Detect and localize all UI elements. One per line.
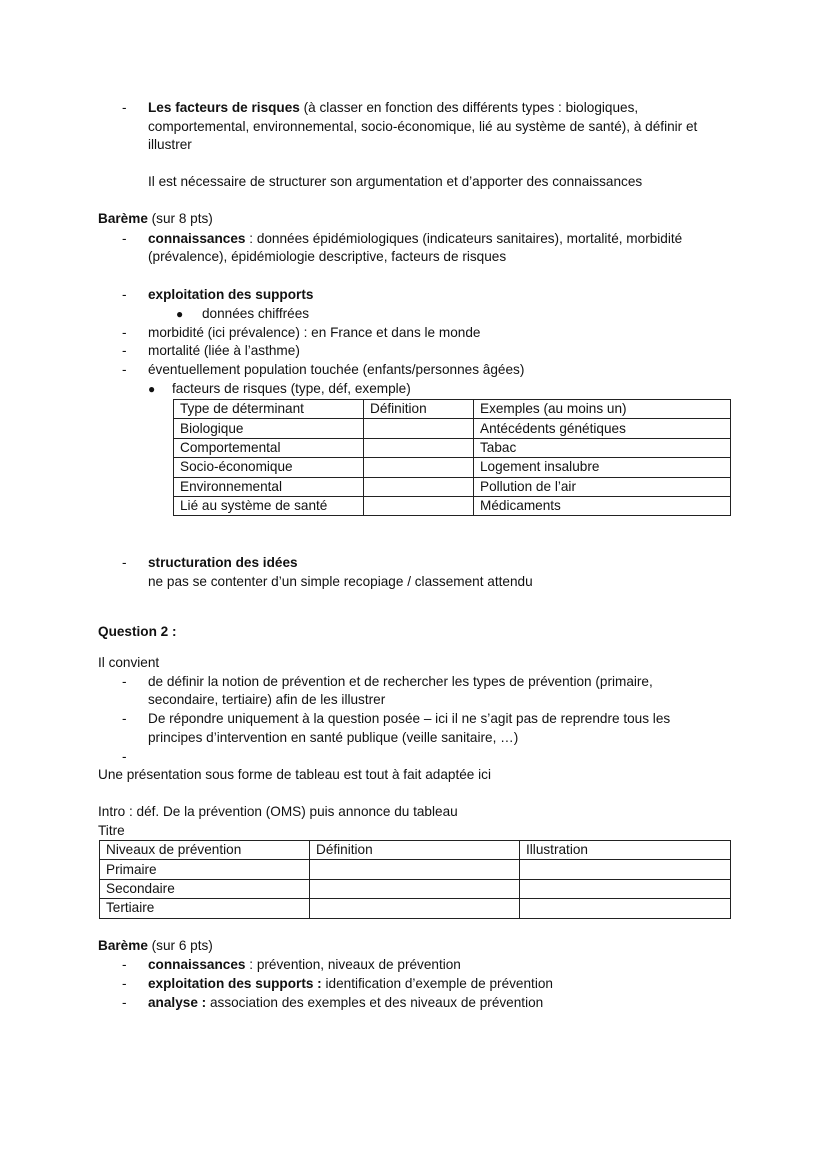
table-header-cell: Définition (310, 841, 520, 860)
table-cell (310, 879, 520, 898)
table-cell (364, 496, 474, 515)
bareme2-title (98, 938, 213, 953)
question2-title: Question 2 : (98, 624, 177, 639)
list-dash: - (122, 995, 127, 1010)
table-cell (520, 879, 731, 898)
question2-item2-line1: De répondre uniquement à la question posée – ici il ne s’agit pas de reprendre tous les (148, 711, 671, 726)
list-dash: - (122, 231, 127, 246)
bareme1-connaissances-rest: : données épidémiologiques (indicateurs sanitaires), mortalité, morbidité (245, 231, 683, 246)
list-dash: - (122, 343, 127, 358)
table-row (100, 899, 731, 918)
list-dash: - (122, 100, 127, 115)
list-dash: - (122, 976, 127, 991)
list-dash: - (122, 555, 127, 570)
table-cell (310, 860, 520, 879)
table-cell: Tertiaire (100, 899, 310, 918)
table-cell (520, 899, 731, 918)
bullet-icon: ● (148, 382, 156, 396)
question2-item2-line2: principes d’intervention en santé publique (veille sanitaire, …) (148, 730, 519, 745)
table-row (174, 496, 731, 515)
table-cell: Tabac (474, 438, 731, 457)
question2-presentation: Une présentation sous forme de tableau est tout à fait adaptée ici (98, 767, 491, 782)
list-dash: - (122, 749, 127, 764)
risk-factors-table (173, 399, 731, 516)
table-row (100, 879, 731, 898)
table-header-cell: Type de déterminant (174, 400, 364, 419)
bareme1-donnees: données chiffrées (202, 306, 310, 321)
table-header-cell: Niveaux de prévention (100, 841, 310, 860)
table-cell: Primaire (100, 860, 310, 879)
intro-item-line3: illustrer (148, 137, 192, 152)
bareme1-connaissances-bold: connaissances (148, 231, 246, 246)
bareme2-connaissances-rest: : prévention, niveaux de prévention (245, 957, 461, 972)
table-header-row (100, 841, 731, 860)
bareme2-exploitation-rest: identification d’exemple de prévention (321, 976, 553, 991)
bareme1-exploitation: exploitation des supports (148, 287, 314, 302)
table-cell (364, 438, 474, 457)
bullet-icon: ● (176, 307, 184, 321)
bareme1-title-bold: Barème (98, 211, 148, 226)
table-row (174, 419, 731, 438)
table-header-cell: Exemples (au moins un) (474, 400, 731, 419)
bareme2-analyse-rest: association des exemples et des niveaux de prévention (206, 995, 544, 1010)
table-cell: Pollution de l’air (474, 477, 731, 496)
question2-item1-line2: secondaire, tertiaire) afin de les illustrer (148, 692, 386, 707)
table-cell: Environnemental (174, 477, 364, 496)
bareme1-connaissances-line1 (148, 231, 682, 246)
table-cell: Socio-économique (174, 458, 364, 477)
table-cell (364, 419, 474, 438)
question2-item1-line1: de définir la notion de prévention et de rechercher les types de prévention (primaire, (148, 674, 653, 689)
table-header-cell: Définition (364, 400, 474, 419)
bareme1-population: éventuellement population touchée (enfants/personnes âgées) (148, 362, 525, 377)
intro-item-rest: (à classer en fonction des différents types : biologiques, (299, 100, 639, 115)
bareme2-title-bold: Barème (98, 938, 148, 953)
bareme1-title-rest: (sur 8 pts) (147, 211, 213, 226)
table-cell: Comportemental (174, 438, 364, 457)
list-dash: - (122, 287, 127, 302)
bareme2-connaissances (148, 957, 461, 972)
list-dash: - (122, 362, 127, 377)
bareme1-morbidite: morbidité (ici prévalence) : en France et dans le monde (148, 325, 481, 340)
bareme2-analyse (148, 995, 543, 1010)
intro-item-line1 (148, 100, 638, 115)
table-cell: Logement insalubre (474, 458, 731, 477)
bareme1-connaissances-line2: (prévalence), épidémiologie descriptive, facteurs de risques (148, 249, 507, 264)
table-cell: Médicaments (474, 496, 731, 515)
intro-item-bold: Les facteurs de risques (148, 100, 300, 115)
bareme1-mortalite: mortalité (liée à l’asthme) (148, 343, 300, 358)
table-cell (310, 899, 520, 918)
bareme2-connaissances-bold: connaissances (148, 957, 246, 972)
question2-titre: Titre (98, 823, 125, 838)
prevention-table (99, 840, 731, 919)
table-row (100, 860, 731, 879)
table-cell: Lié au système de santé (174, 496, 364, 515)
question2-il-convient: Il convient (98, 655, 160, 670)
bareme2-title-rest: (sur 6 pts) (147, 938, 213, 953)
intro-item-note: Il est nécessaire de structurer son argumentation et d’apporter des connaissances (148, 174, 643, 189)
table-cell (364, 477, 474, 496)
table-row (174, 438, 731, 457)
table-row (174, 458, 731, 477)
question2-intro: Intro : déf. De la prévention (OMS) puis annonce du tableau (98, 804, 458, 819)
bareme2-exploitation (148, 976, 553, 991)
intro-item-line2: comportemental, environnemental, socio-économique, lié au système de santé), à définir et (148, 119, 698, 134)
list-dash: - (122, 711, 127, 726)
table-cell (364, 458, 474, 477)
bareme1-facteurs: facteurs de risques (type, déf, exemple) (172, 381, 411, 396)
table-cell: Antécédents génétiques (474, 419, 731, 438)
list-dash: - (122, 325, 127, 340)
table-cell: Biologique (174, 419, 364, 438)
bareme1-structuration: structuration des idées (148, 555, 298, 570)
list-dash: - (122, 674, 127, 689)
bareme1-title (98, 211, 213, 226)
bareme2-analyse-bold: analyse : (148, 995, 207, 1010)
table-header-row (174, 400, 731, 419)
bareme1-structuration-line: ne pas se contenter d’un simple recopiage / classement attendu (148, 574, 533, 589)
table-header-cell: Illustration (520, 841, 731, 860)
table-cell: Secondaire (100, 879, 310, 898)
table-cell (520, 860, 731, 879)
bareme2-exploitation-bold: exploitation des supports : (148, 976, 322, 991)
table-row (174, 477, 731, 496)
list-dash: - (122, 957, 127, 972)
